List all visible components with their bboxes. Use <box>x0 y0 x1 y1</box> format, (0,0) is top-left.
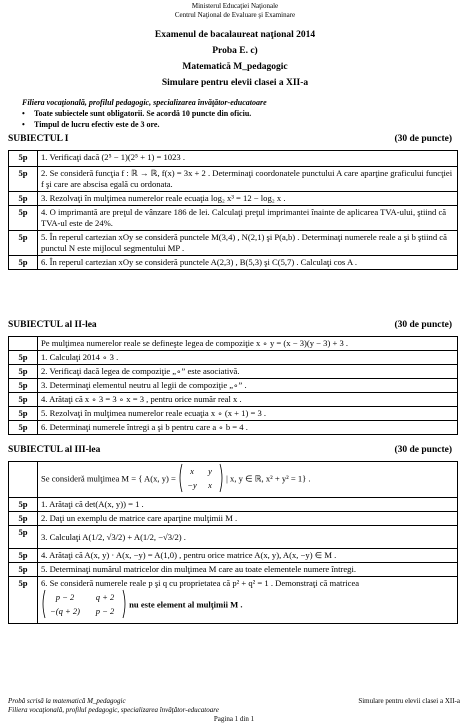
subject1-heading <box>8 134 452 144</box>
table-row <box>9 498 458 512</box>
table-row <box>9 421 458 435</box>
points-cell: 5p <box>9 526 38 549</box>
subject-title: Matematică M_pedagogic <box>182 62 288 72</box>
rule-text: Toate subiectele sunt obligatorii. Se acordă 10 puncte din oficiu. <box>34 109 252 118</box>
table-row <box>9 549 458 563</box>
matrix-cell: x <box>190 466 194 476</box>
header <box>0 2 470 20</box>
points-cell: 5p <box>9 512 38 526</box>
exam-title: Examenul de bacalaureat naţional 2014 <box>154 30 316 40</box>
item-text: 5. Determinaţi numărul matricelor din mulţimea M care au toate elementele numere întregi. <box>38 563 458 577</box>
matrix-A <box>178 463 224 496</box>
points-cell: 5p <box>9 256 38 270</box>
points-cell: 5p <box>9 231 38 256</box>
table-row <box>9 407 458 421</box>
matrix-brackets <box>178 463 224 493</box>
points-cell: 5p <box>9 192 38 206</box>
table-row <box>9 563 458 577</box>
item-text: 5. Rezolvaţi în mulţimea numerelor reale ecuaţia x ∘ (x + 1) = 3 . <box>38 407 458 421</box>
matrix-cell: p − 2 <box>55 592 75 602</box>
points-cell <box>9 337 38 351</box>
subject1-table <box>8 150 458 270</box>
matrix-cell: p − 2 <box>95 606 115 616</box>
table-row <box>9 231 458 256</box>
table-row <box>9 337 458 351</box>
points-cell <box>9 462 38 498</box>
subject3-title: SUBIECTUL al III-lea <box>8 445 101 455</box>
item-text: 1. Calculaţi 2014 ∘ 3 . <box>38 351 458 365</box>
subject2-heading <box>8 320 452 330</box>
matrix-cell: −(q + 2) <box>50 606 80 616</box>
table-row <box>9 577 458 624</box>
item-text: 1. Arătaţi că det(A(x, y)) = 1 . <box>38 498 458 512</box>
points-cell: 5p <box>9 167 38 192</box>
subject3-points: (30 de puncte) <box>394 445 452 455</box>
item-text: 1. Verificaţi dacă (2⁵ − 1)(2⁵ + 1) = 1023 . <box>38 151 458 167</box>
table-row <box>9 393 458 407</box>
subject1-title: SUBIECTUL I <box>8 134 69 144</box>
item6-text: 6. Se consideră numerele reale p şi q cu proprietatea că p² + q² = 1 . Demonstraţi că matricea <box>41 578 360 588</box>
item-text <box>38 577 458 624</box>
points-cell: 5p <box>9 365 38 379</box>
table-row <box>9 192 458 206</box>
points-cell: 5p <box>9 206 38 231</box>
subject2-table <box>8 336 458 435</box>
subject3-heading <box>8 445 452 455</box>
subject2-intro: Pe mulţimea numerelor reale se defineşte legea de compoziţie x ∘ y = (x − 3)(y − 3) + 3 . <box>38 337 458 351</box>
table-row <box>9 167 458 192</box>
footer <box>8 697 460 724</box>
matrix-cell: −y <box>187 480 197 490</box>
table-row <box>9 151 458 167</box>
subject1-points: (30 de puncte) <box>394 134 452 144</box>
item6-matrix-brackets <box>41 589 127 619</box>
ministry-name: Ministerul Educaţiei Naţionale <box>191 2 279 10</box>
item-text: 5. În reperul cartezian xOy se consideră punctele M(3,4) , N(2,1) şi P(a,b) . Determinaţi numerele reale a şi b ştiind că punctul N este mijlocul segmentului MP . <box>38 231 458 256</box>
matrix-name: A(x, y) = <box>144 473 176 484</box>
item-text: 2. Se consideră funcţia f : ℝ → ℝ, f(x) = 3x + 2 . Determinaţi coordonatele punctului A care aparţine graficului funcţiei f şi care are abscisa egală cu ordonata. <box>38 167 458 192</box>
table-row <box>9 256 458 270</box>
points-cell: 5p <box>9 407 38 421</box>
proba-title: Proba E. c) <box>212 46 258 56</box>
table-row <box>9 206 458 231</box>
points-cell: 5p <box>9 393 38 407</box>
table-row <box>9 526 458 549</box>
subject2-title: SUBIECTUL al II-lea <box>8 320 97 330</box>
table-row <box>9 512 458 526</box>
footer-left-2: Filiera vocaţională, profilul pedagogic, specializarea învăţător-educatoare <box>8 706 219 714</box>
subject3-table <box>8 461 458 624</box>
points-cell: 5p <box>9 379 38 393</box>
table-row <box>9 462 458 498</box>
set-definition-end: | x, y ∈ ℝ, x² + y² = 1} . <box>226 473 311 484</box>
points-cell: 5p <box>9 549 38 563</box>
points-cell: 5p <box>9 563 38 577</box>
points-cell: 5p <box>9 498 38 512</box>
table-row <box>9 365 458 379</box>
rule-item: • Toate subiectele sunt obligatorii. Se acordă 10 puncte din oficiu. <box>22 109 252 118</box>
item-text: 3. Rezolvaţi în mulţimea numerelor reale ecuaţia log₂ x³ = 12 − log₂ x . <box>38 192 458 206</box>
center-name: Centrul Naţional de Evaluare şi Examinare <box>174 11 296 19</box>
item6-matrix <box>41 589 127 622</box>
points-cell: 5p <box>9 151 38 167</box>
filiera-line: Filiera vocaţională, profilul pedagogic, specializarea învăţător-educatoare <box>22 98 267 107</box>
matrix-cell: q + 2 <box>95 592 115 602</box>
footer-left-1: Probă scrisă la matematică M_pedagogic <box>8 697 126 705</box>
simulation-title: Simulare pentru elevii clasei a XII-a <box>161 78 309 88</box>
matrix-cell: x <box>208 480 212 490</box>
item-text: 2. Verificaţi dacă legea de compoziţie „∘” este asociativă. <box>38 365 458 379</box>
item-text: 4. O imprimantă are preţul de vânzare 186 de lei. Calculaţi preţul imprimantei înainte de aplicarea TVA-ului, ştiind că TVA-ul este de 24%. <box>38 206 458 231</box>
subject2-points: (30 de puncte) <box>394 320 452 330</box>
item-text: 4. Arătaţi că A(x, y) · A(x, −y) = A(1,0) , pentru orice matrice A(x, y), A(x, −y) ∈ M . <box>38 549 458 563</box>
matrix-cell: y <box>208 466 212 476</box>
points-cell: 5p <box>9 421 38 435</box>
item-text: 6. Determinaţi numerele întregi a şi b pentru care a ∘ b = 4 . <box>38 421 458 435</box>
table-row <box>9 379 458 393</box>
subject3-intro <box>38 462 458 498</box>
item-text: 2. Daţi un exemplu de matrice care aparţine mulţimii M . <box>38 512 458 526</box>
rule-text: Timpul de lucru efectiv este de 3 ore. <box>34 120 160 129</box>
points-cell: 5p <box>9 351 38 365</box>
table-row <box>9 351 458 365</box>
footer-right-1: Simulare pentru elevii clasei a XII-a <box>358 697 460 705</box>
item-text: 6. În reperul cartezian xOy se consideră punctele A(2,3) , B(5,3) şi C(5,7) . Calculaţi cos A . <box>38 256 458 270</box>
set-definition-start: Se consideră mulţimea M = { <box>41 473 143 484</box>
item-text: 4. Arătaţi că x ∘ 3 = 3 ∘ x = 3 , pentru orice număr real x . <box>38 393 458 407</box>
points-cell: 5p <box>9 577 38 624</box>
item6-tail: nu este element al mulţimii M . <box>129 599 243 610</box>
page-number: Pagina 1 din 1 <box>213 715 255 723</box>
title-block <box>0 27 470 91</box>
item-text: 3. Determinaţi elementul neutru al legii de compoziţie „∘” . <box>38 379 458 393</box>
item-text: 3. Calculaţi A(1/2, √3/2) + A(1/2, −√3/2) . <box>38 526 458 549</box>
rule-item: • Timpul de lucru efectiv este de 3 ore. <box>22 120 160 129</box>
